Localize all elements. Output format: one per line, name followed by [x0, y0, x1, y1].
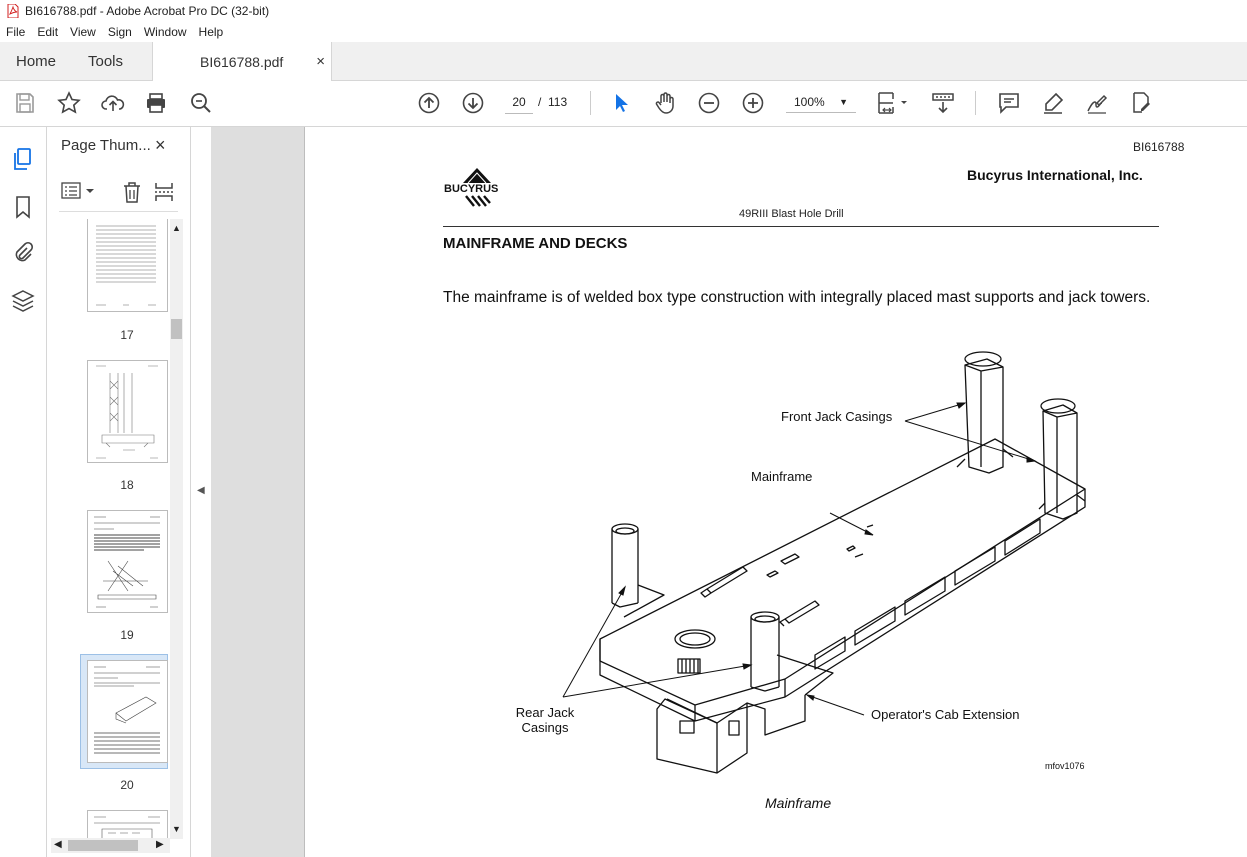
toolbar-divider-2 [975, 91, 976, 115]
thumbnail-page-17-preview [88, 219, 167, 311]
bookmarks-icon[interactable] [11, 195, 35, 219]
thumbnail-page-19-preview [88, 511, 167, 612]
label-rear-jack-casings-1: Rear Jack [515, 705, 575, 720]
tab-bar [0, 42, 1247, 81]
zoom-in-icon[interactable] [740, 90, 766, 116]
scrollbar-thumb[interactable] [171, 319, 182, 339]
bookmark-star-icon[interactable] [56, 90, 82, 116]
toolbar-divider [590, 91, 591, 115]
panel-collapse-bar[interactable] [190, 127, 211, 857]
menu-bar [0, 22, 1247, 42]
total-pages: 113 [548, 95, 568, 109]
thumbnail-page-18-preview [88, 361, 167, 462]
label-operators-cab-extension: Operator's Cab Extension [871, 707, 1020, 722]
layers-icon[interactable] [11, 289, 35, 313]
more-tools-icon[interactable] [1128, 90, 1154, 116]
panel-close-icon[interactable]: × [155, 135, 166, 155]
scroll-down-icon[interactable]: ▼ [172, 824, 181, 834]
comment-icon[interactable] [996, 90, 1022, 116]
thumbnail-label: 20 [120, 778, 134, 792]
menu-edit[interactable]: Edit [37, 25, 59, 39]
collapse-arrow-icon[interactable]: ◀ [197, 485, 205, 496]
header-rule [443, 226, 1159, 227]
menu-view[interactable]: View [70, 25, 96, 39]
tab-home[interactable]: Home [16, 52, 57, 70]
page-properties-icon[interactable] [153, 181, 175, 203]
page-thumbnails-panel [47, 127, 190, 857]
tab-document-label: BI616788.pdf [200, 53, 284, 70]
label-rear-jack-casings-2: Casings [521, 720, 569, 735]
body-paragraph: The mainframe is of welded box type construction with integrally placed mast supports and jack towers. [443, 289, 1151, 306]
document-id: BI616788 [1133, 140, 1185, 154]
thumbnail-list [47, 219, 170, 849]
thumbnail-page-20[interactable] [87, 660, 168, 763]
zoom-level-select[interactable] [786, 91, 856, 113]
menu-window[interactable]: Window [143, 25, 187, 39]
page-separator: / [538, 95, 542, 109]
page-thumbnails-icon[interactable] [11, 147, 35, 171]
thumbnail-page-18[interactable] [87, 360, 168, 463]
panel-divider [59, 211, 178, 212]
highlight-icon[interactable] [1040, 90, 1066, 116]
label-mainframe: Mainframe [751, 469, 813, 484]
tab-document[interactable] [152, 42, 332, 81]
company-name: Bucyrus International, Inc. [967, 167, 1143, 183]
thumbnail-label: 17 [120, 328, 134, 342]
thumbnail-label: 18 [120, 478, 134, 492]
menu-sign[interactable]: Sign [107, 25, 132, 39]
scroll-right-icon[interactable]: ▶ [156, 839, 164, 850]
prev-page-icon[interactable] [416, 90, 442, 116]
zoom-out-icon[interactable] [696, 90, 722, 116]
left-navigation-rail [0, 127, 47, 857]
thumbnail-vertical-scrollbar[interactable] [170, 219, 183, 839]
pdf-page [304, 127, 1247, 857]
section-title: MAINFRAME AND DECKS [443, 235, 628, 252]
zoom-search-icon[interactable] [188, 90, 214, 116]
hand-icon[interactable] [652, 90, 678, 116]
menu-help[interactable]: Help [198, 25, 224, 39]
label-front-jack-casings: Front Jack Casings [781, 409, 893, 424]
print-icon[interactable] [143, 90, 169, 116]
attachments-icon[interactable] [11, 241, 35, 265]
save-icon[interactable] [12, 90, 38, 116]
delete-page-icon[interactable] [121, 181, 143, 203]
scroll-mode-icon[interactable] [930, 90, 956, 116]
scroll-left-icon[interactable]: ◀ [54, 839, 62, 850]
bucyrus-logo [442, 165, 512, 211]
figure-caption: Mainframe [765, 795, 832, 811]
panel-title: Page Thum... [61, 137, 151, 154]
document-viewport [211, 127, 1247, 857]
upload-icon[interactable] [100, 90, 126, 116]
figure-id: mfov1076 [1045, 761, 1085, 771]
title-bar [0, 0, 1247, 22]
thumbnail-horizontal-scrollbar[interactable] [51, 838, 170, 853]
tab-close-icon[interactable]: × [316, 53, 325, 70]
page-number-input[interactable]: 20 [505, 91, 533, 114]
tab-tools[interactable]: Tools [88, 52, 124, 70]
chevron-down-icon: ▼ [839, 96, 848, 107]
thumbnail-page-20-preview [88, 661, 167, 762]
panel-toolbar [47, 173, 190, 211]
page-fit-icon[interactable] [874, 90, 912, 116]
thumbnail-page-17[interactable] [87, 219, 168, 312]
menu-file[interactable]: File [6, 25, 26, 39]
select-arrow-icon[interactable] [608, 90, 634, 116]
thumbnail-label: 19 [120, 628, 134, 642]
h-scrollbar-thumb[interactable] [68, 840, 138, 851]
logo-text: BUCYRUS [444, 183, 499, 195]
thumbnail-page-19[interactable] [87, 510, 168, 613]
acrobat-pdf-icon [7, 4, 19, 18]
window-title: BI616788.pdf - Adobe Acrobat Pro DC (32-bit) [25, 4, 270, 18]
scroll-up-icon[interactable]: ▲ [172, 223, 181, 233]
thumbnail-options-icon[interactable] [61, 181, 97, 201]
page-total [538, 91, 567, 113]
next-page-icon[interactable] [460, 90, 486, 116]
zoom-value: 100% [794, 94, 825, 109]
model-name: 49RIII Blast Hole Drill [739, 208, 844, 220]
sign-icon[interactable] [1084, 90, 1110, 116]
